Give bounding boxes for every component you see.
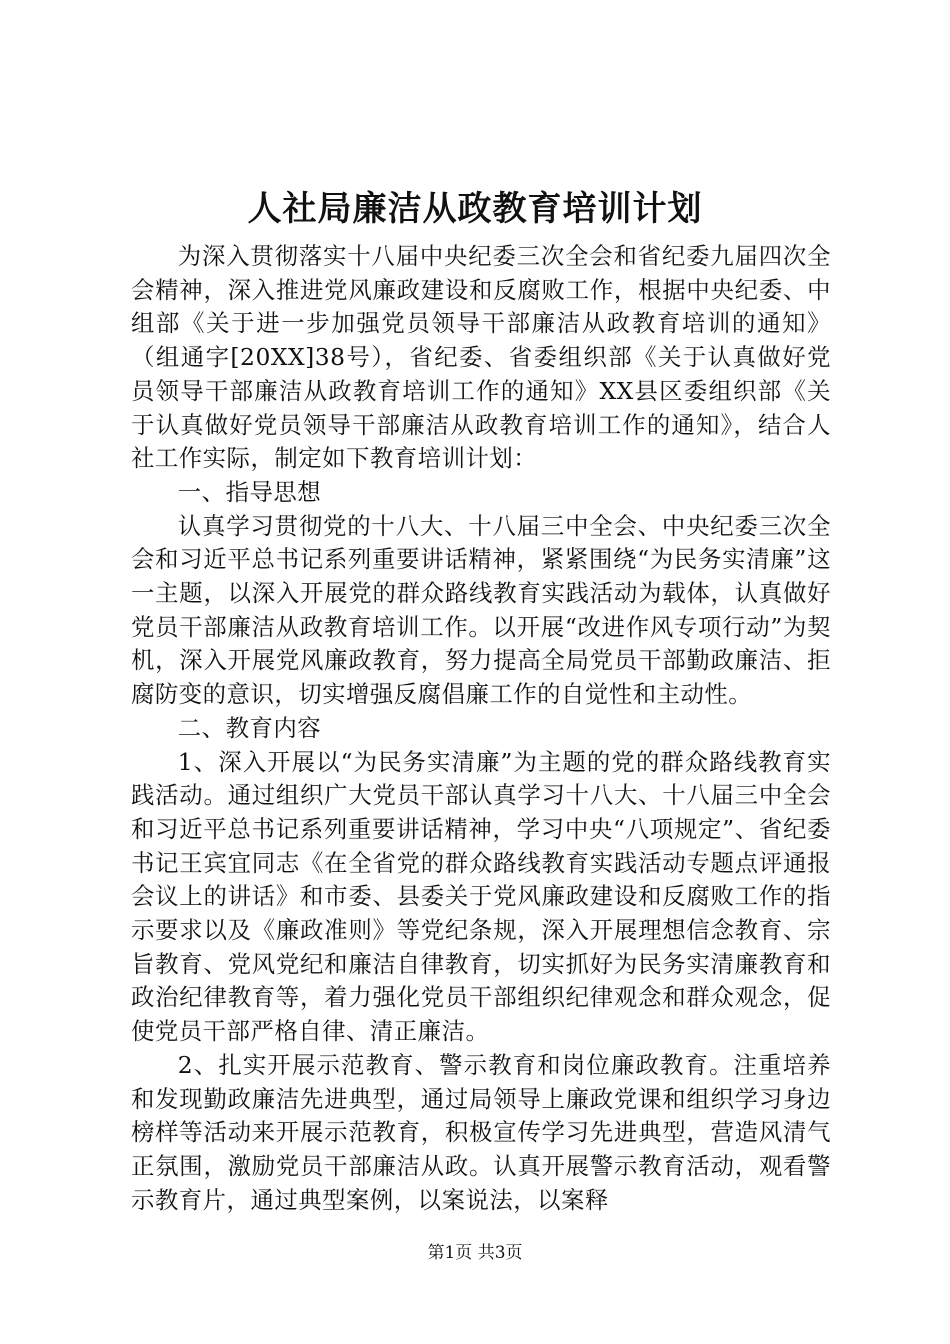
education-item-1-paragraph: 1、深入开展以“为民务实清廉”为主题的党的群众路线教育实践活动。通过组织广大党员干部认真学习十八大、十八届三中全会和习近平总书记系列重要讲话精神，学习中央“八项规定”、省纪委书记王宾宜同志《在全省党的群众路线教育实践活动专题点评通报会议上的讲话》和市委、县委关于党风廉政建设和反腐败工作的指示要求以及《廉政准则》等党纪条规，深入开展理想信念教育、宗旨教育、党风党纪和廉洁自律教育，切实抓好为民务实清廉教育和政治纪律教育等，着力强化党员干部组织纪律观念和群众观念，促使党员干部严格自律、清正廉洁。 [131, 747, 831, 1046]
intro-paragraph: 为深入贯彻落实十八届中央纪委三次全会和省纪委九届四次全会精神，深入推进党风廉政建设和反腐败工作，根据中央纪委、中组部《关于进一步加强党员领导干部廉洁从政教育培训的通知》（组通字[20XX]38号），省纪委、省委组织部《关于认真做好党员领导干部廉洁从政教育培训工作的通知》XX县区委组织部《关于认真做好党员领导干部廉洁从政教育培训工作的通知》，结合人社工作实际，制定如下教育培训计划： [131, 242, 831, 473]
document-title: 人社局廉洁从政教育培训计划 [247, 189, 703, 229]
document-body [131, 240, 831, 1217]
page-number-footer: 第1页 共3页 [427, 1243, 523, 1263]
education-item-2-paragraph: 2、扎实开展示范教育、警示教育和岗位廉政教育。注重培养和发现勤政廉洁先进典型，通过局领导上廉政党课和组织学习身边榜样等活动来开展示范教育，积极宣传学习先进典型，营造风清气正氛围，激励党员干部廉洁从政。认真开展警示教育活动，观看警示教育片，通过典型案例，以案说法，以案释 [131, 1050, 831, 1214]
guiding-ideology-paragraph: 认真学习贯彻党的十八大、十八届三中全会、中央纪委三次全会和习近平总书记系列重要讲话精神，紧紧围绕“为民务实清廉”这一主题，以深入开展党的群众路线教育实践活动为载体，认真做好党员干部廉洁从政教育培训工作。以开展“改进作风专项行动”为契机，深入开展党风廉政教育，努力提高全局党员干部勤政廉洁、拒腐防变的意识，切实增强反腐倡廉工作的自觉性和主动性。 [131, 511, 831, 709]
section-heading-guiding-ideology: 一、指导思想 [177, 477, 322, 506]
section-heading-education-content: 二、教育内容 [177, 713, 322, 742]
